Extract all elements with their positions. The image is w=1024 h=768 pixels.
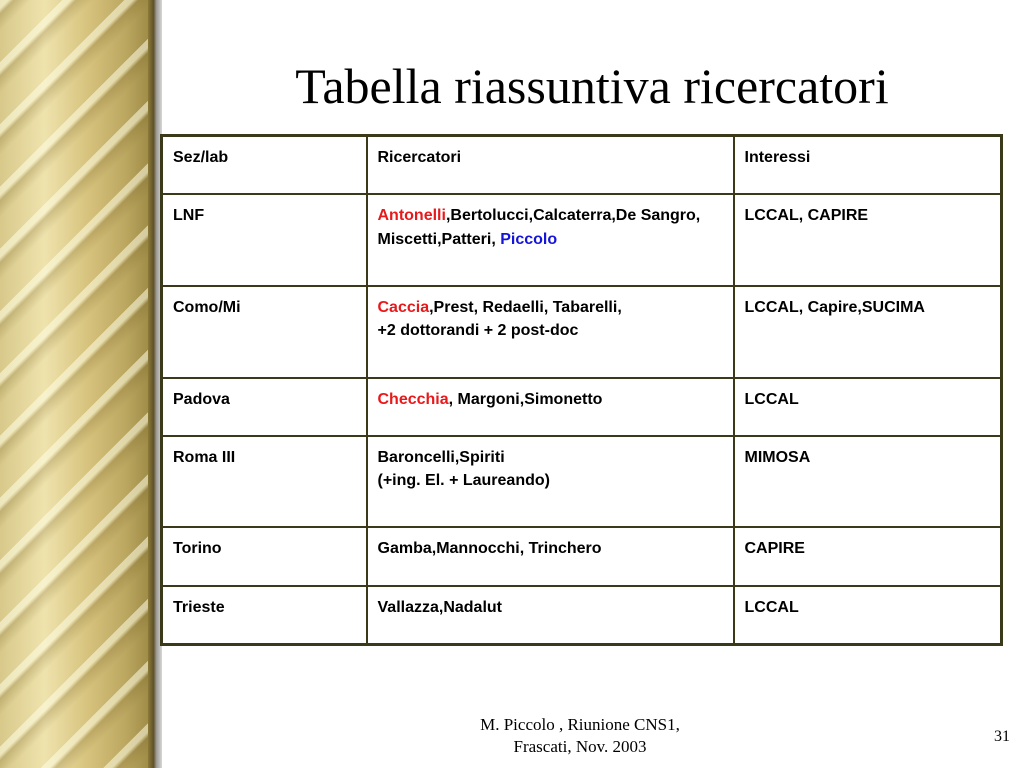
- sezlab-cell: Torino: [162, 527, 367, 585]
- researchers-text: ,Prest, Redaelli, Tabarelli,: [429, 299, 622, 317]
- table-row: [162, 194, 1002, 286]
- interessi-cell: LCCAL, CAPIRE: [734, 194, 1002, 286]
- table-row: [162, 378, 1002, 436]
- interessi-cell: LCCAL: [734, 378, 1002, 436]
- sezlab-cell: Como/Mi: [162, 286, 367, 378]
- researchers-extra-text: (+ing. El. + Laureando): [377, 472, 550, 489]
- researchers-text: Baroncelli,Spiriti: [377, 448, 505, 466]
- ricercatori-cell: [367, 436, 734, 528]
- table-row: [162, 286, 1002, 378]
- slide-title: Tabella riassuntiva ricercatori: [295, 58, 889, 114]
- decorative-gold-pillar: [0, 0, 148, 768]
- coordinator-name: Checchia: [377, 390, 449, 408]
- interessi-cell: LCCAL: [734, 586, 1002, 645]
- footer-event-line: Frascati, Nov. 2003: [513, 737, 647, 757]
- ricercatori-cell: [367, 586, 734, 645]
- coordinator-name: Antonelli: [377, 207, 446, 225]
- researchers-text: Gamba,Mannocchi, Trinchero: [377, 540, 602, 558]
- interessi-cell: LCCAL, Capire,SUCIMA: [734, 286, 1002, 378]
- table-header-row: [162, 136, 1002, 195]
- ricercatori-cell: [367, 286, 734, 378]
- table-row: [162, 586, 1002, 645]
- sezlab-cell: Padova: [162, 378, 367, 436]
- researchers-text: , Margoni,Simonetto: [448, 390, 603, 408]
- footer-author-line: M. Piccolo , Riunione CNS1,: [480, 715, 680, 734]
- researchers-text: Vallazza,Nadalut: [377, 598, 502, 616]
- summary-table: [160, 134, 1003, 646]
- table-row: [162, 436, 1002, 528]
- ricercatori-cell: [367, 527, 734, 585]
- header-cell-sezlab: Sez/lab: [162, 136, 367, 195]
- ricercatori-cell: [367, 194, 734, 286]
- header-cell-interessi: Interessi: [734, 136, 1002, 195]
- sezlab-cell: Trieste: [162, 586, 367, 645]
- author-name: Piccolo: [500, 230, 558, 248]
- header-cell-ricercatori: Ricercatori: [367, 136, 734, 195]
- researchers-extra-text: +2 dottorandi + 2 post-doc: [377, 322, 579, 340]
- coordinator-name: Caccia: [377, 299, 430, 317]
- sezlab-cell: Roma III: [162, 436, 367, 528]
- ricercatori-cell: [367, 378, 734, 436]
- interessi-cell: CAPIRE: [734, 527, 1002, 585]
- page-number: 31: [994, 728, 1010, 745]
- slide-footer: [420, 714, 740, 758]
- interessi-cell: MIMOSA: [734, 436, 1002, 528]
- sezlab-cell: LNF: [162, 194, 367, 286]
- table-row: [162, 527, 1002, 585]
- summary-table-container: [160, 134, 1000, 646]
- researchers-text: ,Bertolucci,Calcaterra,De Sangro, Miscetti,Patteri,: [377, 207, 701, 248]
